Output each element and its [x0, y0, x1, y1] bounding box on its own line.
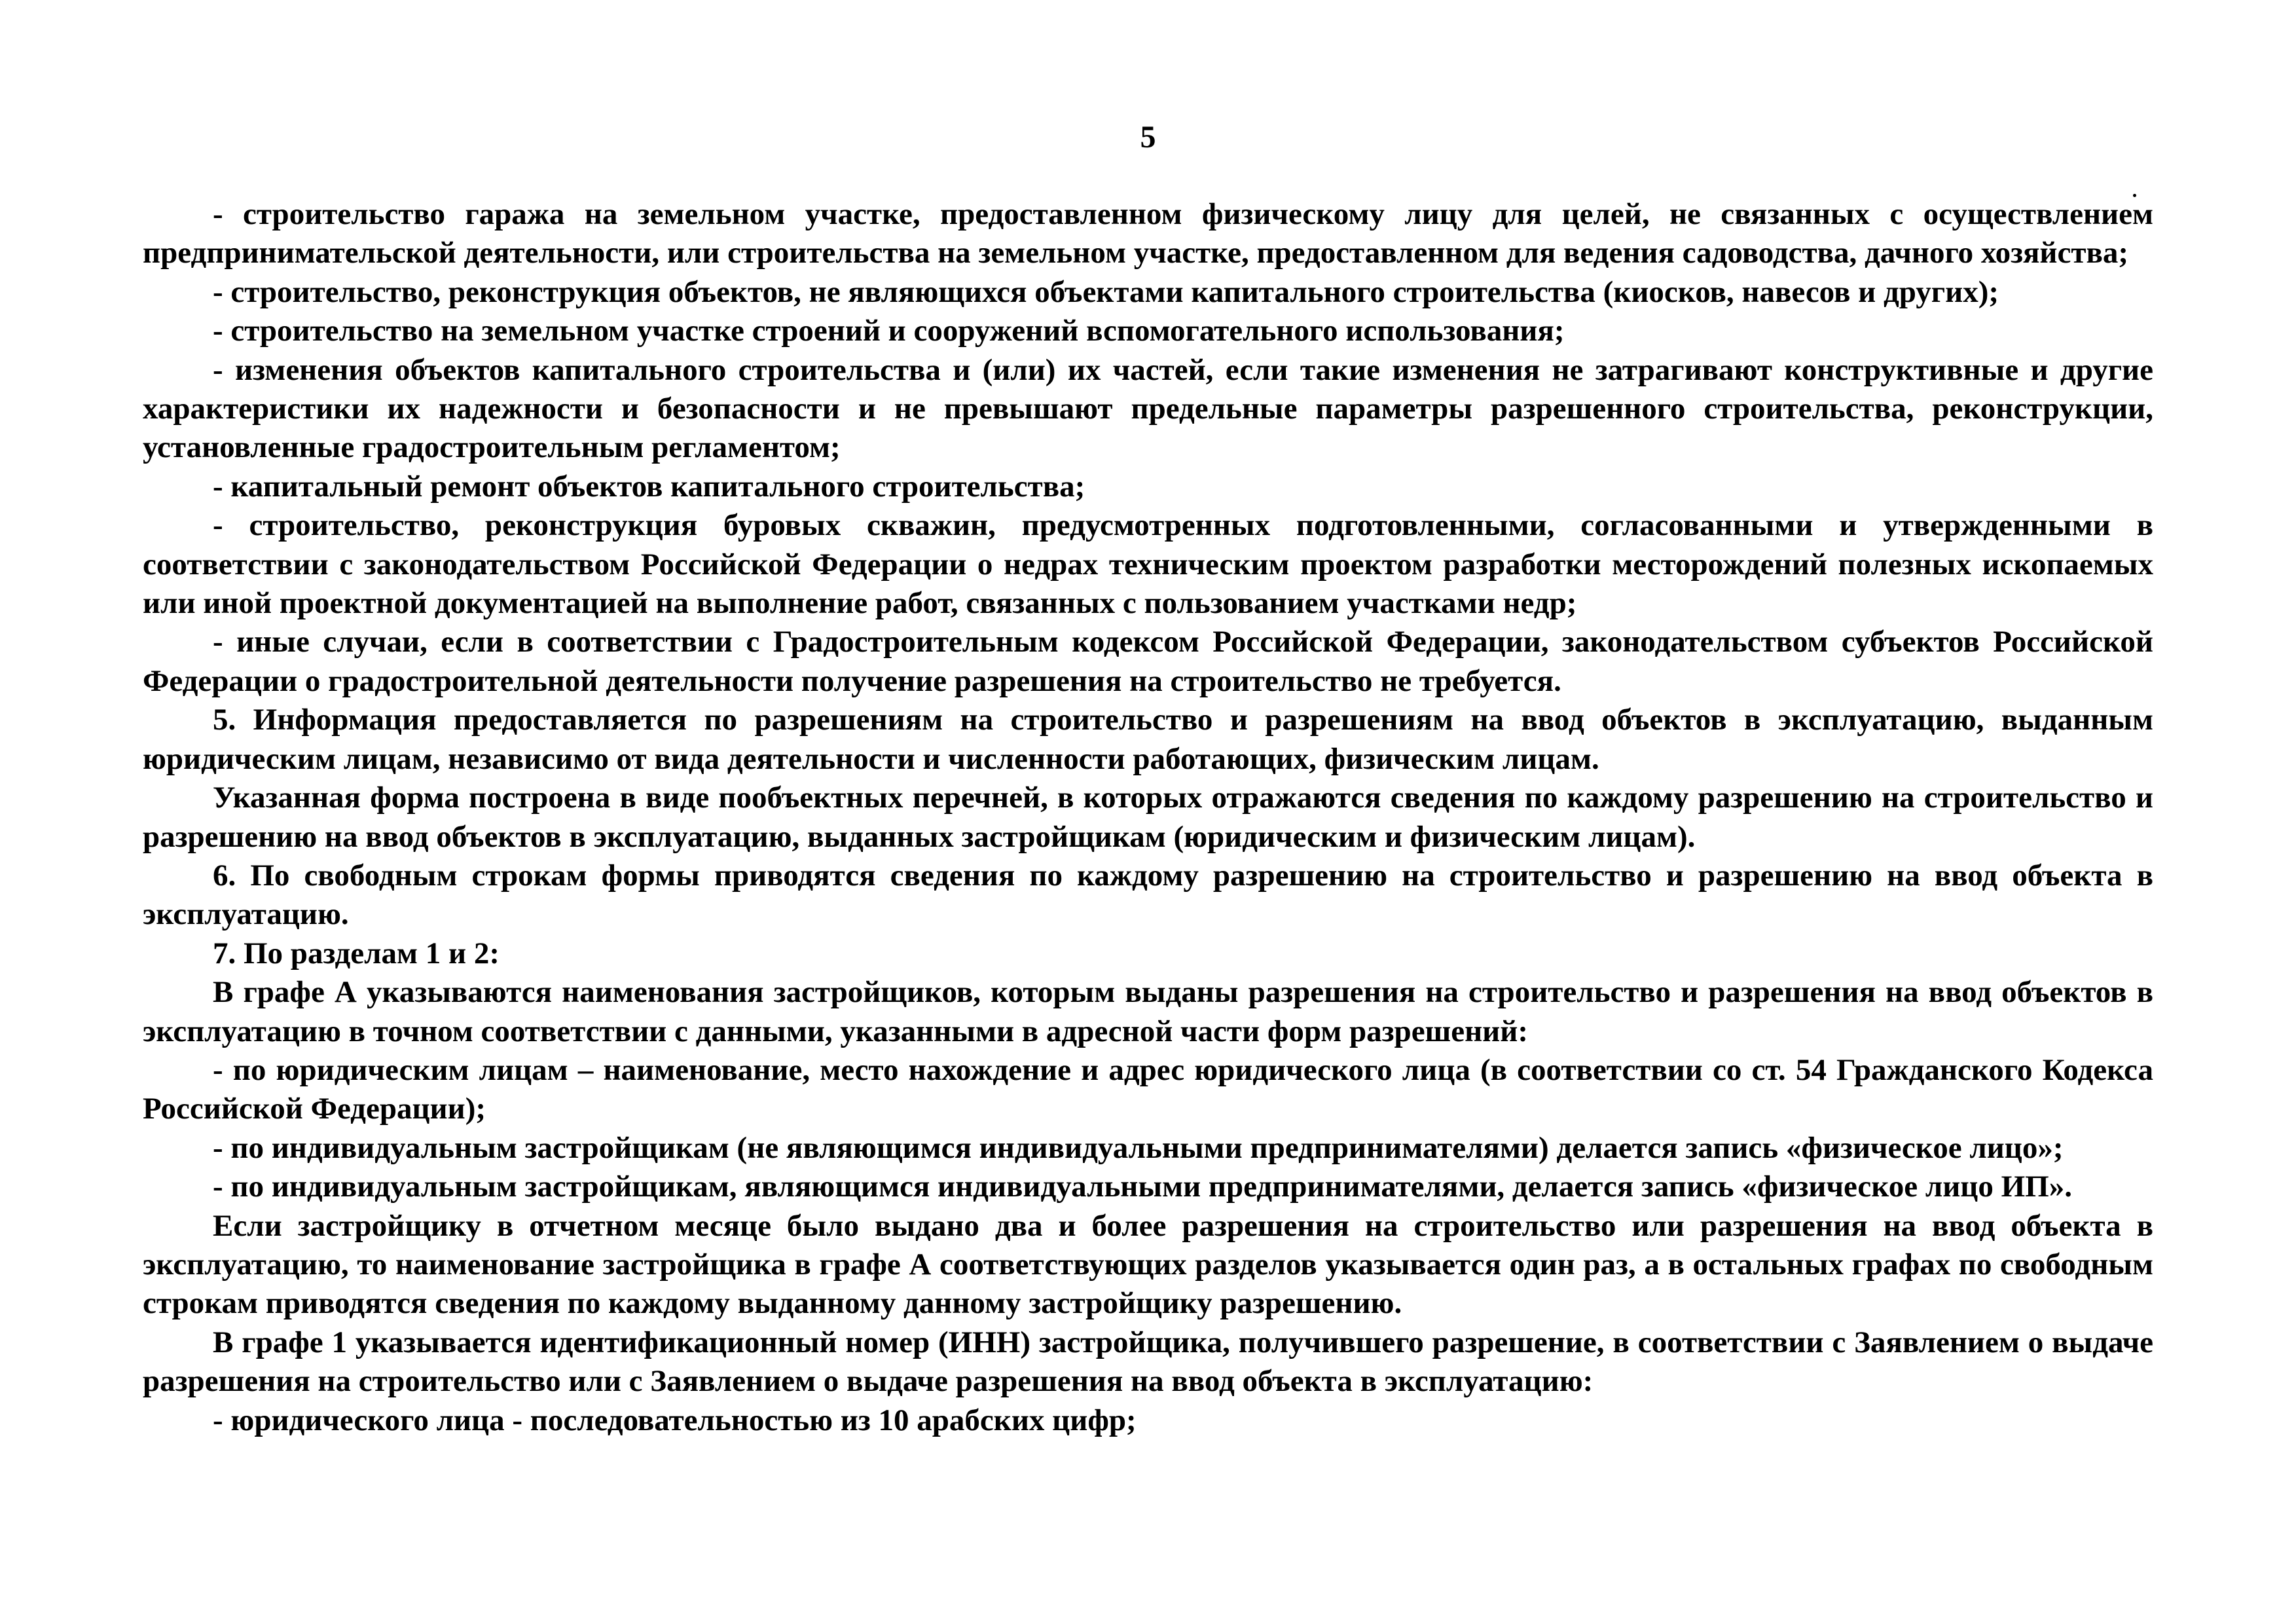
paragraph: - строительство на земельном участке строений и сооружений вспомогательного использования;	[213, 314, 1565, 348]
paragraph: В графе 1 указывается идентификационный номер (ИНН) застройщика, получившего разрешение, в соответствии с Заявлением о выдаче разрешения на строительство или с Заявлением о выдаче разрешения на ввод объекта в эксплуатацию:	[143, 1325, 2153, 1399]
scan-artifact-dot	[2133, 194, 2136, 197]
paragraph: 6. По свободным строкам формы приводятся сведения по каждому разрешению на строительство и разрешению на ввод объекта в эксплуатацию.	[143, 858, 2153, 932]
document-page	[143, 0, 2153, 1624]
paragraph: - по индивидуальным застройщикам (не являющимся индивидуальными предпринимателями) делается запись «физическое лицо»;	[213, 1130, 2064, 1165]
paragraph: Если застройщику в отчетном месяце было выдано два и более разрешения на строительство или разрешения на ввод объекта в эксплуатацию, то наименование застройщика в графе А соответствующих разделов указывается один раз, а в остальных графах по свободным строкам приводятся сведения по каждому выданному данному застройщику разрешению.	[143, 1208, 2153, 1321]
paragraph: - иные случаи, если в соответствии с Градостроительным кодексом Российской Федерации, законодательством субъектов Российской Федерации о градостроительной деятельности получение разрешения на строительство не требуется.	[143, 625, 2153, 698]
document-body	[143, 195, 2153, 1440]
paragraph: - строительство, реконструкция буровых скважин, предусмотренных подготовленными, согласованными и утвержденными в соответствии с законодательством Российской Федерации о недрах техническим проектом разработки месторождений полезных ископаемых или иной проектной документацией на выполнение работ, связанных с пользованием участками недр;	[143, 508, 2153, 621]
paragraph: - юридического лица - последовательностью из 10 арабских цифр;	[213, 1403, 1137, 1437]
paragraph: - изменения объектов капитального строительства и (или) их частей, если такие изменения не затрагивают конструктивные и другие характеристики их надежности и безопасности и не превышают предельные параметры разрешенного строительства, реконструкции, установленные градостроительным регламентом;	[143, 352, 2153, 465]
paragraph: 7. По разделам 1 и 2:	[213, 936, 500, 970]
page-number: 5	[1140, 120, 1156, 155]
paragraph: Указанная форма построена в виде пообъектных перечней, в которых отражаются сведения по каждому разрешению на строительство и разрешению на ввод объектов в эксплуатацию, выданных застройщикам (юридическим и физическим лицам).	[143, 781, 2153, 854]
paragraph: - по индивидуальным застройщикам, являющимся индивидуальными предпринимателями, делается запись «физическое лицо ИП».	[213, 1170, 2072, 1204]
paragraph: В графе А указываются наименования застройщиков, которым выданы разрешения на строительство и разрешения на ввод объектов в эксплуатацию в точном соответствии с данными, указанными в адресной части форм разрешений:	[143, 975, 2153, 1048]
paragraph: - по юридическим лицам – наименование, место нахождение и адрес юридического лица (в соответствии со ст. 54 Гражданского Кодекса Российской Федерации);	[143, 1052, 2153, 1126]
paragraph: - строительство гаража на земельном участке, предоставленном физическому лицу для целей, не связанных с осуществлением предпринимательской деятельности, или строительства на земельном участке, предоставленном для ведения садоводства, дачного хозяйства;	[143, 197, 2153, 270]
paragraph: - капитальный ремонт объектов капитального строительства;	[213, 469, 1085, 504]
paragraph: 5. Информация предоставляется по разрешениям на строительство и разрешениям на ввод объектов в эксплуатацию, выданным юридическим лицам, независимо от вида деятельности и численности работающих, физическим лицам.	[143, 703, 2153, 776]
paragraph: - строительство, реконструкция объектов, не являющихся объектами капитального строительства (киосков, навесов и других);	[213, 274, 1999, 309]
